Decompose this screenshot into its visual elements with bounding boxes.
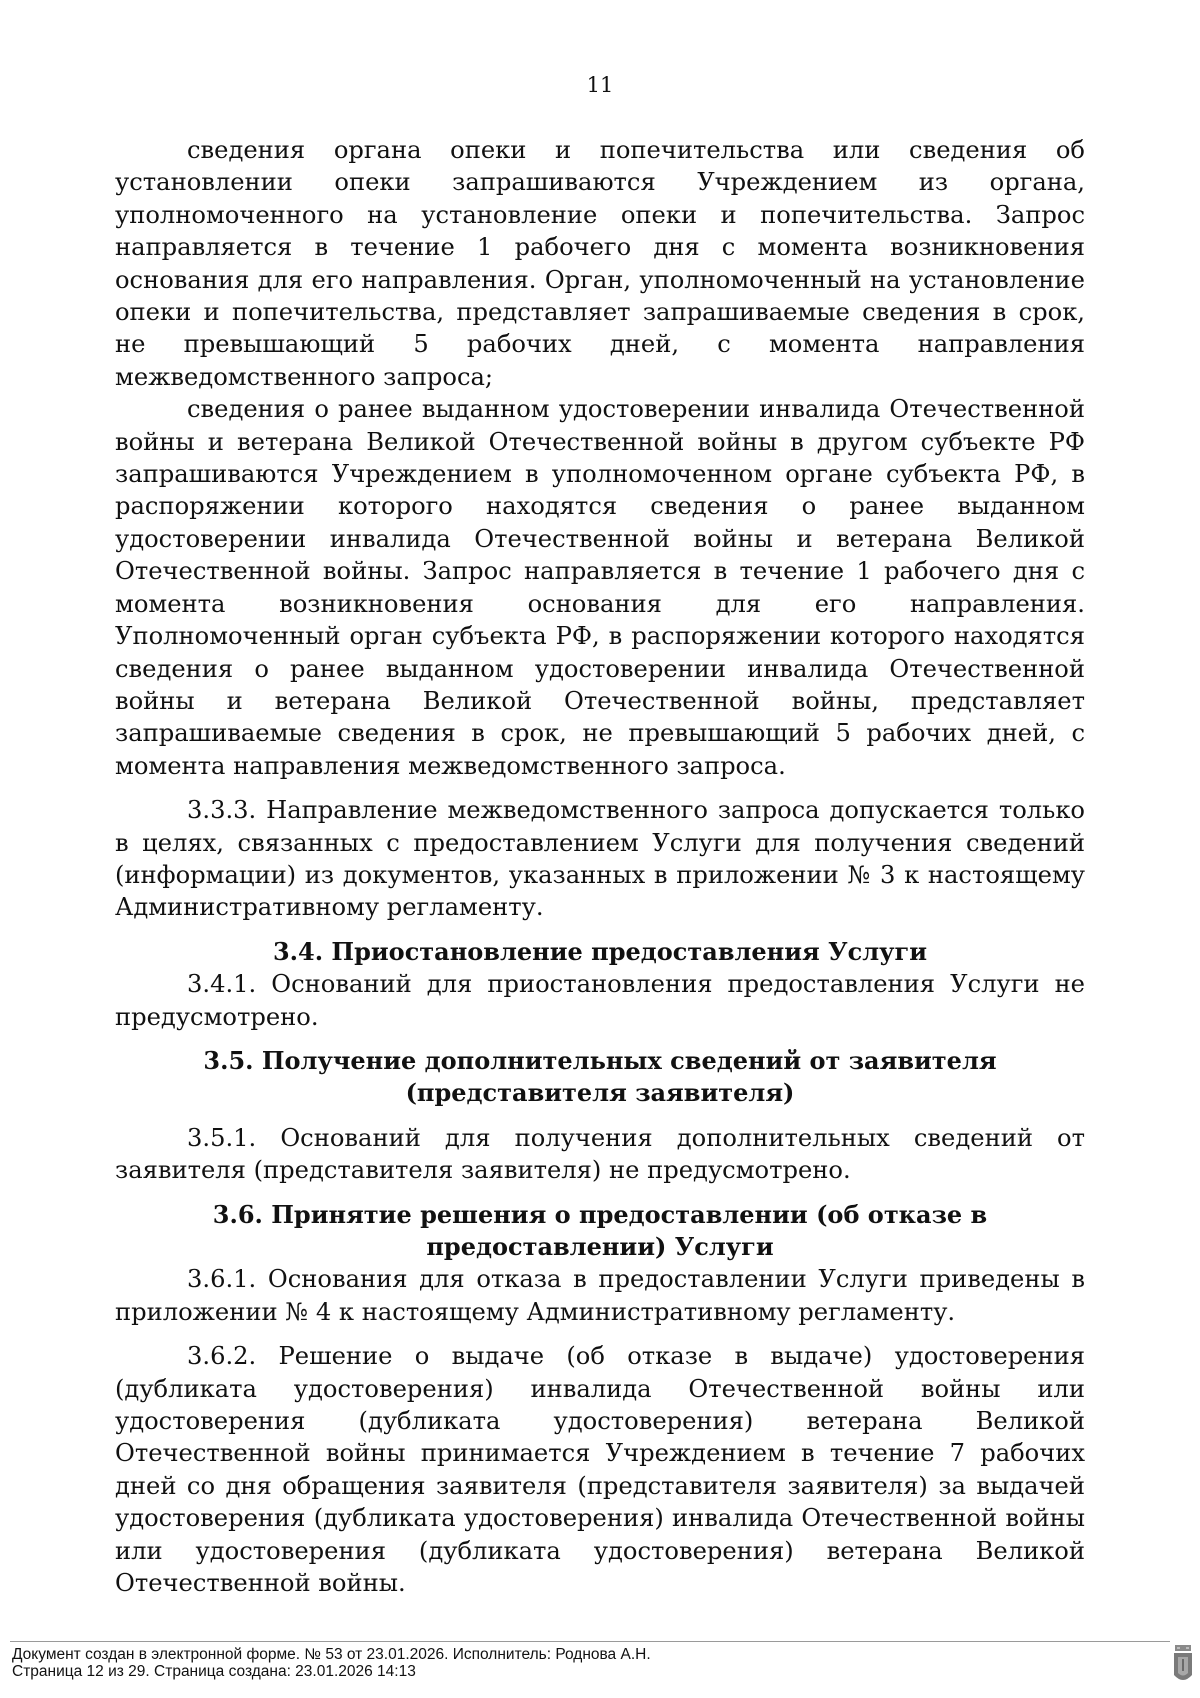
paragraph-3-6-2: 3.6.2. Решение о выдаче (об отказе в выдаче) удостоверения (дубликата удостоверения) инвалида Отечественной войны или удостоверения (дубликата удостоверения) ветерана Великой Отечественной войны принимается Учреждением в течение 7 рабочих дней со дня обращения заявителя (представителя заявителя) за выдачей удостоверения (дубликата удостоверения) инвалида Отечественной войны или удостоверения (дубликата удостоверения) ветерана Великой Отечественной войны.	[115, 1342, 1085, 1598]
paragraph-3-4-1: 3.4.1. Оснований для приостановления предоставления Услуги не предусмотрено.	[115, 970, 1085, 1031]
footer-divider	[10, 1641, 1170, 1642]
paragraph-3-5-1: 3.5.1. Оснований для получения дополнительных сведений от заявителя (представителя заявителя) не предусмотрено.	[115, 1123, 1085, 1185]
section-heading-3-6: 3.6. Принятие решения о предоставлении (об отказе в предоставлении) Услуги	[212, 1199, 988, 1261]
page-number: 11	[586, 73, 614, 97]
document-footer	[0, 1641, 1200, 1698]
paragraph-3-3-3: 3.3.3. Направление межведомственного запроса допускается только в целях, связанных с предоставлением Услуги для получения сведений (информации) из документов, указанных в приложении № 3 к настоящему Административному регламенту.	[115, 796, 1085, 922]
section-heading-3-4: 3.4. Приостановление предоставления Услуги	[272, 936, 928, 966]
paragraph-certificate-other-region: сведения о ранее выданном удостоверении инвалида Отечественной войны и ветерана Великой Отечественной войны в другом субъекте РФ запрашиваются Учреждением в уполномоченном органе субъекта РФ, в распоряжении которого находятся сведения о ранее выданном удостоверении инвалида Отечественной войны и ветерана Великой Отечественной войны. Запрос направляется в течение 1 рабочего дня с момента возникновения основания для его направления. Уполномоченный орган субъекта РФ, в распоряжении которого находятся сведения о ранее выданном удостоверении инвалида Отечественной войны и ветерана Великой Отечественной войны, представляет запрашиваемые сведения в срок, не превышающий 5 рабочих дней, с момента направления межведомственного запроса.	[115, 395, 1085, 780]
footer-line-document-info: Документ создан в электронной форме. № 53 от 23.01.2026. Исполнитель: Роднова А.Н.	[12, 1646, 651, 1663]
document-body	[115, 134, 1085, 1599]
section-heading-3-5: 3.5. Получение дополнительных сведений от заявителя (представителя заявителя)	[203, 1045, 997, 1108]
paragraph-3-6-1: 3.6.1. Основания для отказа в предоставлении Услуги приведены в приложении № 4 к настоящему Административному регламенту.	[115, 1265, 1085, 1326]
paragraph-guardianship-info: сведения органа опеки и попечительства или сведения об установлении опеки запрашиваются Учреждением из органа, уполномоченного на установление опеки и попечительства. Запрос направляется в течение 1 рабочего дня с момента возникновения основания для его направления. Орган, уполномоченный на установление опеки и попечительства, представляет запрашиваемые сведения в срок, не превышающий 5 рабочих дней, с момента направления межведомственного запроса;	[115, 136, 1085, 391]
footer-text	[12, 1646, 651, 1680]
coat-of-arms-icon	[1172, 1645, 1194, 1687]
footer-line-page-info: Страница 12 из 29. Страница создана: 23.01.2026 14:13	[12, 1663, 416, 1680]
